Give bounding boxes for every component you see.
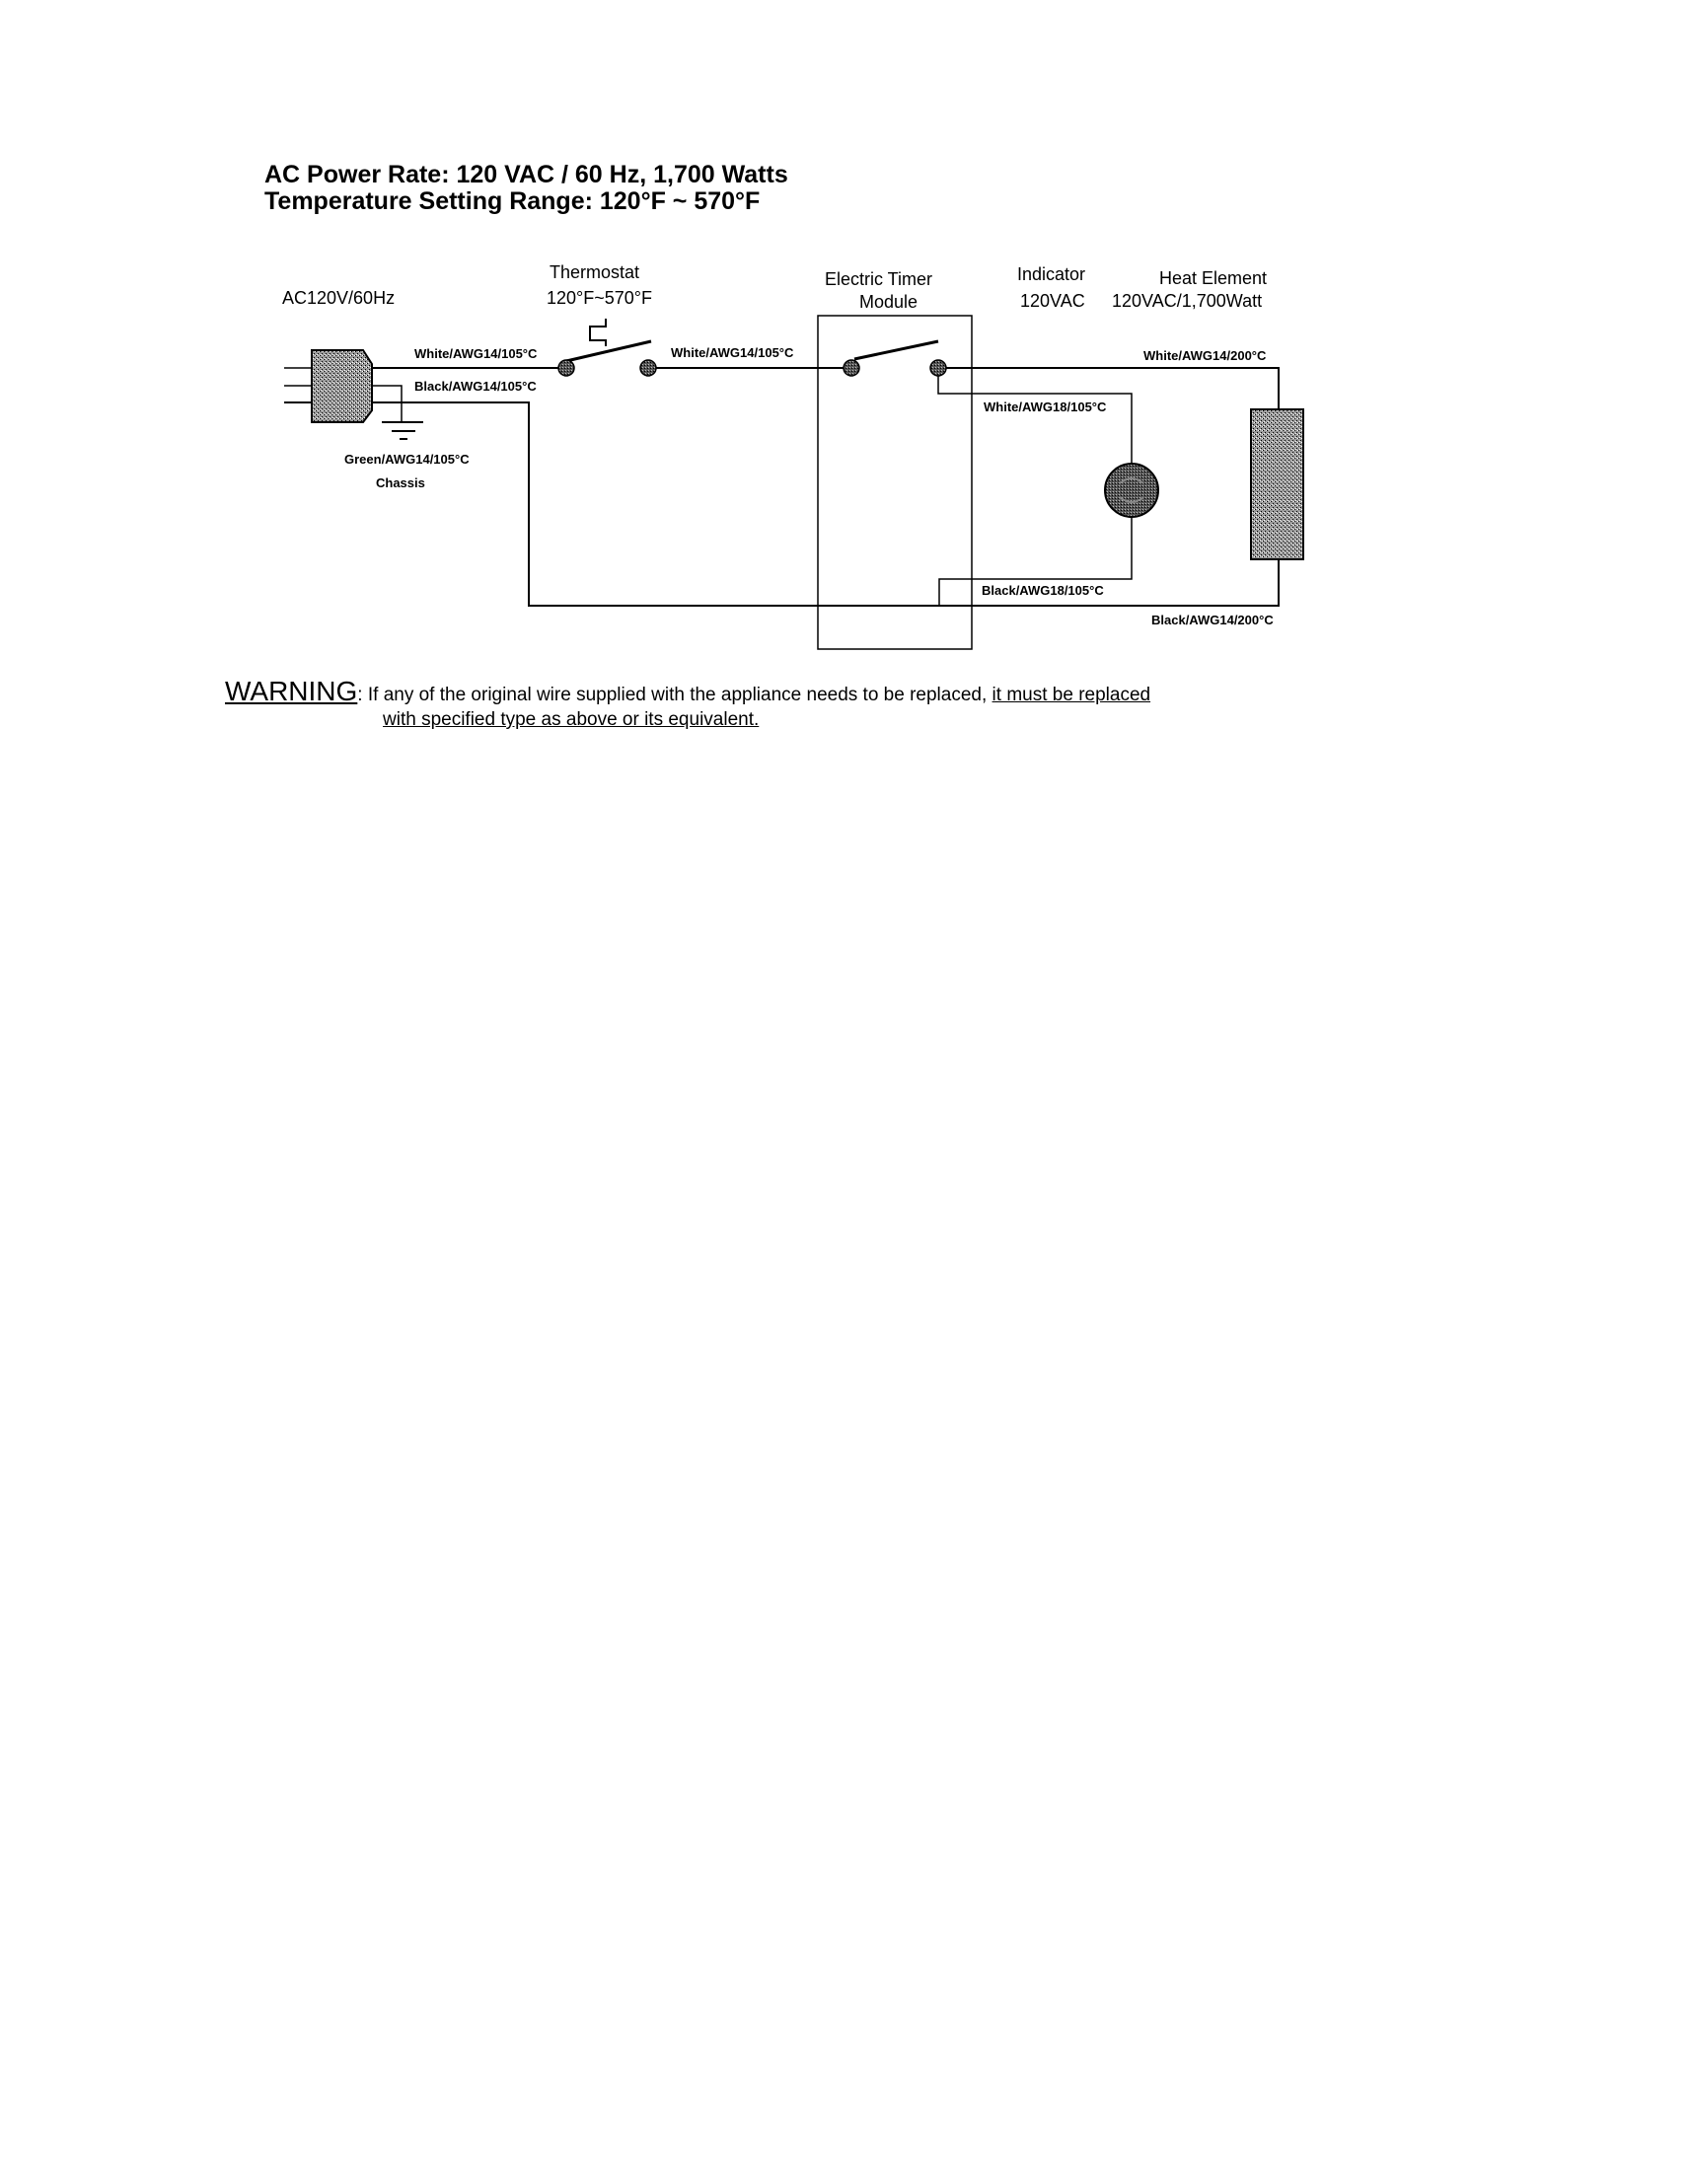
wire-label-black-indicator: Black/AWG18/105°C xyxy=(982,583,1104,598)
warning-colon: : xyxy=(357,685,363,705)
power-source-label: AC120V/60Hz xyxy=(282,288,396,308)
power-rate-heading: AC Power Rate: 120 VAC / 60 Hz, 1,700 Watts xyxy=(264,161,788,188)
timer-module-box xyxy=(818,316,972,649)
plug-icon xyxy=(312,350,372,422)
warning-title: WARNING xyxy=(225,676,358,706)
heat-element-icon xyxy=(1251,409,1303,559)
heat-element-label: Heat Element xyxy=(1159,268,1268,288)
warning-emphasis: it must be replaced xyxy=(992,685,1151,705)
warning-body: If any of the original wire supplied with the appliance needs to be replaced, xyxy=(362,685,992,705)
indicator-lamp-icon xyxy=(1105,464,1158,517)
heat-element-rating: 120VAC/1,700Watt xyxy=(1112,291,1263,311)
timer-switch-icon xyxy=(844,341,946,376)
wire-label-white-indicator: White/AWG18/105°C xyxy=(984,400,1107,414)
wire-label-white-plug: White/AWG14/105°C xyxy=(414,346,538,361)
white-wire-indicator xyxy=(938,376,1132,464)
chassis-label: Chassis xyxy=(376,475,425,490)
thermostat-switch-icon xyxy=(558,319,656,376)
warning-continuation-line xyxy=(383,709,759,731)
warning-note xyxy=(225,676,1389,708)
indicator-rating: 120VAC xyxy=(1020,291,1085,311)
thermostat-label: Thermostat xyxy=(550,262,640,282)
wiring-diagram xyxy=(0,0,1690,789)
wire-label-white-heat: White/AWG14/200°C xyxy=(1143,348,1267,363)
indicator-label: Indicator xyxy=(1017,264,1086,284)
ground-wire-label: Green/AWG14/105°C xyxy=(344,452,470,467)
temperature-range-heading: Temperature Setting Range: 120°F ~ 570°F xyxy=(264,187,761,215)
wire-label-black-plug: Black/AWG14/105°C xyxy=(414,379,537,394)
timer-label-line2: Module xyxy=(859,292,918,312)
wire-label-white-thermostat: White/AWG14/105°C xyxy=(671,345,794,360)
thermostat-rating: 120°F~570°F xyxy=(547,288,652,308)
wire-label-black-heat: Black/AWG14/200°C xyxy=(1151,613,1274,627)
warning-continuation: with specified type as above or its equivalent xyxy=(383,709,754,730)
timer-label-line1: Electric Timer xyxy=(825,269,933,289)
ground-icon xyxy=(382,422,423,439)
warning-period: . xyxy=(754,709,760,730)
black-wire xyxy=(372,386,402,422)
